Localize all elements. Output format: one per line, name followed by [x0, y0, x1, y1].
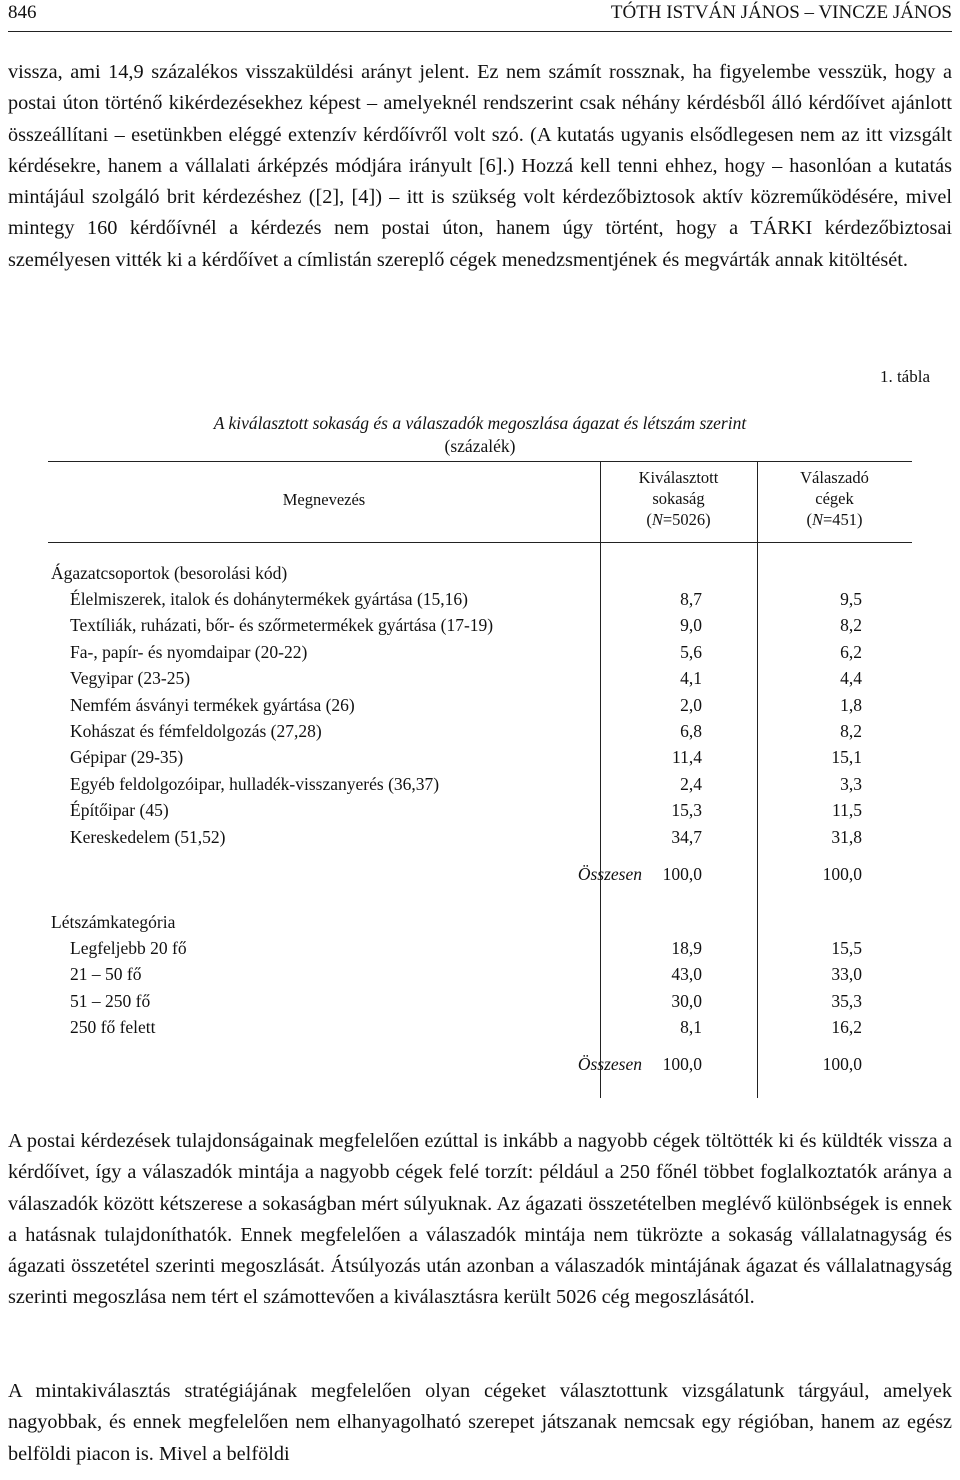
table-row [48, 938, 912, 964]
table-header-a-n: (N=5026) [646, 510, 711, 529]
table-row [48, 964, 912, 990]
running-header-authors: TÓTH ISTVÁN JÁNOS – VINCZE JÁNOS [610, 2, 952, 23]
page-number: 846 [8, 2, 37, 23]
table-cell-respondents: 6,2 [840, 641, 862, 662]
table-row-label: Egyéb feldolgozóipar, hulladék-visszanyerés (36,37) [70, 773, 440, 794]
table-cell-selected-population: 8,7 [680, 589, 702, 609]
table-cell-selected-population: 15,3 [671, 800, 702, 821]
table-row [48, 589, 912, 615]
table-cell-selected-population: 30,0 [671, 990, 702, 1011]
table-row [48, 615, 912, 641]
table-total-row [48, 864, 912, 890]
table-cell-selected-population: 43,0 [671, 964, 702, 985]
table-title: A kiválasztott sokaság és a válaszadók megoszlása ágazat és létszám szerint [213, 413, 747, 433]
table-row-label: Textíliák, ruházati, bőr- és szőrmetermékek gyártása (17-19) [70, 615, 494, 636]
header-rule [8, 31, 952, 32]
table-cell-selected-population: 34,7 [671, 826, 702, 847]
table-row-label: Építőipar (45) [70, 800, 169, 821]
table-header-b-n: (N=451) [806, 510, 863, 529]
table-cell-respondents: 3,3 [840, 773, 862, 794]
table-row [48, 1017, 912, 1043]
table-header-rule [48, 542, 912, 543]
table-cell-selected-population: 11,4 [672, 747, 702, 768]
table-cell-selected-population: 100,0 [662, 864, 702, 884]
table-cell-selected-population: 8,1 [680, 1017, 702, 1038]
table-row [48, 642, 912, 668]
body-paragraph-2: A postai kérdezések tulajdonságainak megfelelően ezúttal is inkább a nagyobb cégek töltötték ki és küldték vissza a kérdőívet, így a válaszadók mintája a nagyobb cégek felé torzít: például a 250 főnél többet foglalkoztatók aránya a válaszadók között kétszerese a sokaságban mért súlyuknak. Az ágazati összetételben meglévő különbségek is ennek a hatásnak tulajdoníthatók. Ennek megfelelően a válaszadók mintája nem tükrözte a sokaság vállalatnagyság és ágazati összetétel szerinti megoszlását. Átsúlyozás után azonban a válaszadók mintájának ágazat és vállalatnagyság szerinti megoszlása nem tért el számottevően a kiválasztásra került 5026 cég megoszlásától. [8, 1130, 952, 1309]
body-paragraph-1: vissza, ami 14,9 százalékos visszaküldési arányt jelent. Ez nem számít rossznak, ha figyelembe vesszük, hogy a postai úton történő kikérdezésekhez képest – amelyeknél rendszerint csak néhány kérdésből álló kérdőívet ajánlott összeállítani – esetünkben eléggé extenzív kérdőívről volt szó. (A kutatás ugyanis elsődlegesen nem az itt vizsgált kérdésekre, hanem a vállalati árképzés módjára irányult [6].) Hozzá kell tenni ehhez, hogy – hasonlóan a kutatás mintájául szolgáló brit kérdezéshez ([2], [4]) – itt is szükség volt kérdezőbiztosok aktív közreműködésére, mivel mintegy 160 kérdőívnél a kérdezés nem postai úton, hanem úgy történt, hogy a TÁRKI kérdezőbiztosai személyesen vitték ki a kérdőívet a címlistán szereplő cégek menedzsmentjének és megvárták annak kitöltését. [8, 61, 952, 271]
table-row [48, 668, 912, 694]
table-cell-respondents: 33,0 [831, 964, 862, 985]
table-cell-respondents: 1,8 [840, 694, 862, 715]
table-header-b-line1: Válaszadó [800, 468, 869, 487]
table-cell-respondents: 9,5 [840, 589, 862, 609]
table-row [48, 695, 912, 721]
table-top-rule [48, 461, 912, 462]
table-row [48, 800, 912, 826]
table-row-label: Gépipar (29-35) [70, 747, 184, 768]
table-header-a-line2: sokaság [652, 489, 705, 508]
table-row-label: Kohászat és fémfeldolgozás (27,28) [70, 721, 322, 741]
table-cell-respondents: 100,0 [822, 1054, 862, 1074]
table-row [48, 721, 912, 747]
table-cell-respondents: 100,0 [822, 864, 862, 884]
table-row-label: Nemfém ásványi termékek gyártása (26) [70, 694, 355, 715]
table-row-label: Vegyipar (23-25) [70, 668, 191, 689]
table-cell-selected-population: 6,8 [680, 721, 702, 741]
table-cell-selected-population: 4,1 [680, 668, 702, 689]
table-cell-selected-population: 100,0 [662, 1054, 702, 1074]
table-header-name: Megnevezés [282, 490, 366, 509]
table-number: 1. tábla [879, 367, 930, 386]
table-total-row [48, 1054, 912, 1080]
table-row-label: 51 – 250 fő [70, 990, 151, 1011]
table-unit: (százalék) [444, 436, 516, 456]
table-cell-respondents: 15,1 [831, 747, 862, 768]
table-row-label: 21 – 50 fő [70, 964, 142, 985]
running-header [8, 2, 952, 28]
table-row-label: Létszámkategória [51, 912, 176, 932]
table-row-label: Kereskedelem (51,52) [70, 826, 226, 847]
table-cell-selected-population: 18,9 [671, 938, 702, 958]
table-cell-respondents: 15,5 [831, 938, 862, 958]
table-cell-selected-population: 5,6 [680, 641, 702, 662]
table-row-label: Ágazatcsoportok (besorolási kód) [51, 563, 288, 583]
table-row-label: Legfeljebb 20 fő [70, 938, 187, 958]
table-cell-respondents: 8,2 [840, 721, 862, 741]
table-cell-respondents: 31,8 [831, 826, 862, 847]
table-row-label: 250 fő felett [70, 1017, 156, 1038]
table-row [48, 827, 912, 853]
table-cell-selected-population: 2,4 [680, 773, 702, 794]
table-header-b-line2: cégek [815, 489, 854, 508]
table-row-label: Összesen [577, 1054, 642, 1074]
table-section-heading [48, 912, 912, 938]
table-section-heading [48, 563, 912, 589]
body-paragraph-3: A mintakiválasztás stratégiájának megfelelően olyan cégeket választottunk vizsgálatunk tárgyául, amelyek nagyobbak, és ennek megfelelően nem elhanyagolható szerepet játszanak nemcsak egy régióban, hanem az egész belföldi piacon is. Mivel a belföldi [8, 1380, 952, 1465]
table-cell-selected-population: 9,0 [680, 615, 702, 636]
table-cell-respondents: 35,3 [831, 990, 862, 1011]
table-row [48, 747, 912, 773]
table-header-a-line1: Kiválasztott [638, 468, 719, 487]
table-header-selected-population [600, 467, 757, 530]
table-cell-respondents: 16,2 [831, 1017, 862, 1038]
table-cell-selected-population: 2,0 [680, 694, 702, 715]
table-row [48, 774, 912, 800]
table-row-label: Összesen [577, 864, 642, 884]
table-cell-respondents: 11,5 [832, 800, 862, 821]
table-row [48, 991, 912, 1017]
table-cell-respondents: 8,2 [840, 615, 862, 636]
table-row-label: Élelmiszerek, italok és dohánytermékek gyártása (15,16) [70, 589, 468, 609]
table-cell-respondents: 4,4 [840, 668, 862, 689]
table-row-label: Fa-, papír- és nyomdaipar (20-22) [70, 641, 308, 662]
table-header-respondent-firms [757, 467, 912, 530]
